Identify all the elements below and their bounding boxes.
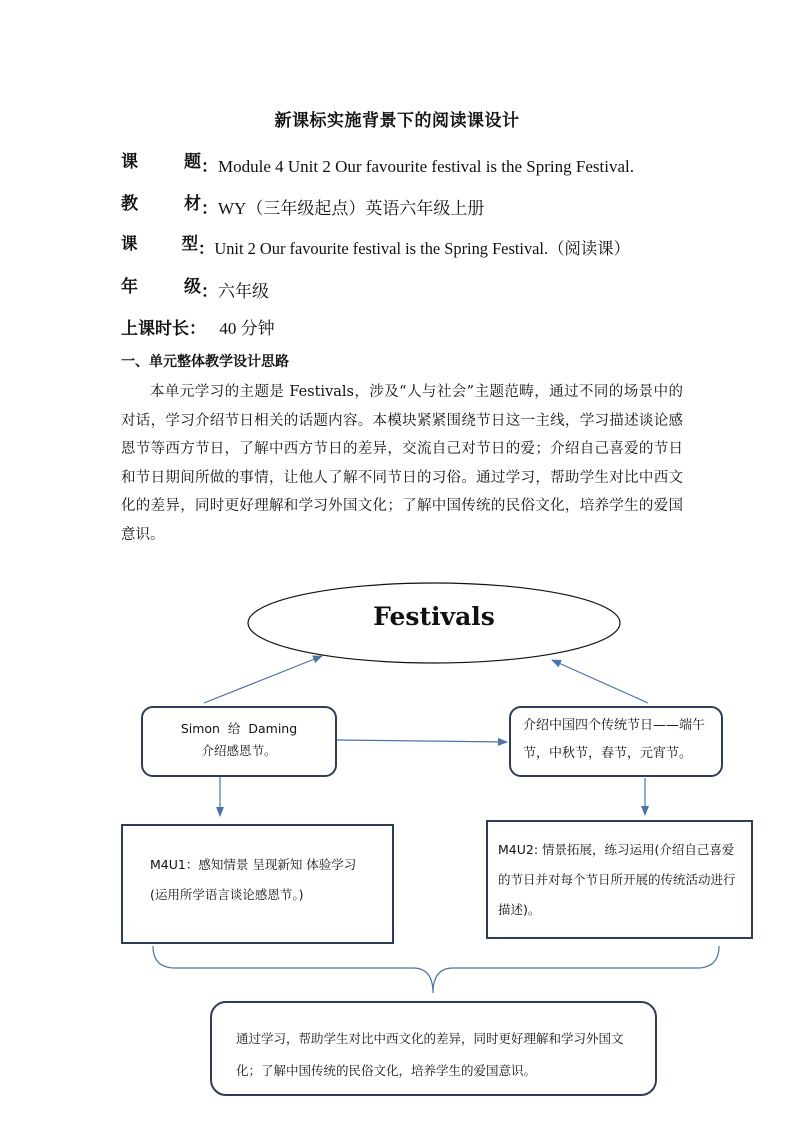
arrow-left-to-right: [337, 740, 507, 742]
body-paragraph: 本单元学习的主题是 Festivals，涉及“人与社会”主题范畴，通过不同的场景中的对话，学习介绍节日相关的话题内容。本模块紧紧围绕节日这一主线，学习描述谈论感恩节等西方节日，了解中西方节日的差异，交流自己对节日的爱；介绍自己喜爱的节日和节日期间所做的事情，让他人了解不同节日的习俗。通过学习，帮助学生对比中西文化的差异，同时更好理解和学习外国文化；了解中国传统的民俗文化，培养学生的爱国意识。: [121, 384, 683, 543]
right-detail-box: M4U2: 情景拓展，练习运用(介绍自己喜爱的节日并对每个节日所开展的传统活动进行描述)。: [486, 820, 753, 939]
duration-label: 上课时长：: [121, 319, 206, 339]
meta-value-topic: Module 4 Unit 2 Our favourite festival is the Spring Festival.: [218, 157, 634, 176]
meta-sep: ：: [201, 199, 218, 219]
left-detail-box: M4U1：感知情景 呈现新知 体验学习(运用所学语言谈论感恩节。): [121, 824, 394, 944]
summary-brace: [153, 946, 719, 993]
left-box-line1: Simon 给 Daming: [180, 721, 298, 736]
meta-sep: ：: [198, 239, 215, 258]
duration-value: 40 分钟: [219, 319, 275, 338]
meta-label-char: 课: [121, 152, 138, 172]
festivals-title: Festivals: [373, 602, 495, 631]
left-box-line2: 介绍感恩节。: [201, 743, 277, 758]
meta-value-lesson-type: Unit 2 Our favourite festival is the Spring Festival.（阅读课）: [214, 239, 631, 258]
meta-label-char: 教: [121, 194, 138, 214]
section-heading: 一、单元整体教学设计思路: [121, 354, 289, 370]
meta-label-char: 年: [121, 277, 138, 297]
meta-value-grade: 六年级: [218, 282, 269, 301]
meta-sep: ：: [201, 282, 218, 302]
meta-value-textbook: WY（三年级起点）英语六年级上册: [218, 199, 485, 218]
meta-label-char: 课: [121, 234, 138, 253]
summary-box: 通过学习，帮助学生对比中西文化的差异，同时更好理解和学习外国文化；了解中国传统的民俗文化，培养学生的爱国意识。: [210, 1001, 657, 1096]
page-title: 新课标实施背景下的阅读课设计: [274, 111, 520, 131]
arrow-right-to-center: [552, 660, 648, 703]
meta-label-char: 题: [184, 152, 201, 172]
meta-label-char: 材: [184, 194, 201, 214]
meta-sep: ：: [201, 157, 218, 177]
left-top-box: [141, 706, 337, 777]
arrow-left-to-center: [204, 656, 322, 703]
meta-label-char: 型: [181, 234, 198, 253]
right-top-box: 介绍中国四个传统节日——端午节，中秋节，春节，元宵节。: [509, 706, 723, 777]
meta-label-char: 级: [184, 277, 201, 297]
